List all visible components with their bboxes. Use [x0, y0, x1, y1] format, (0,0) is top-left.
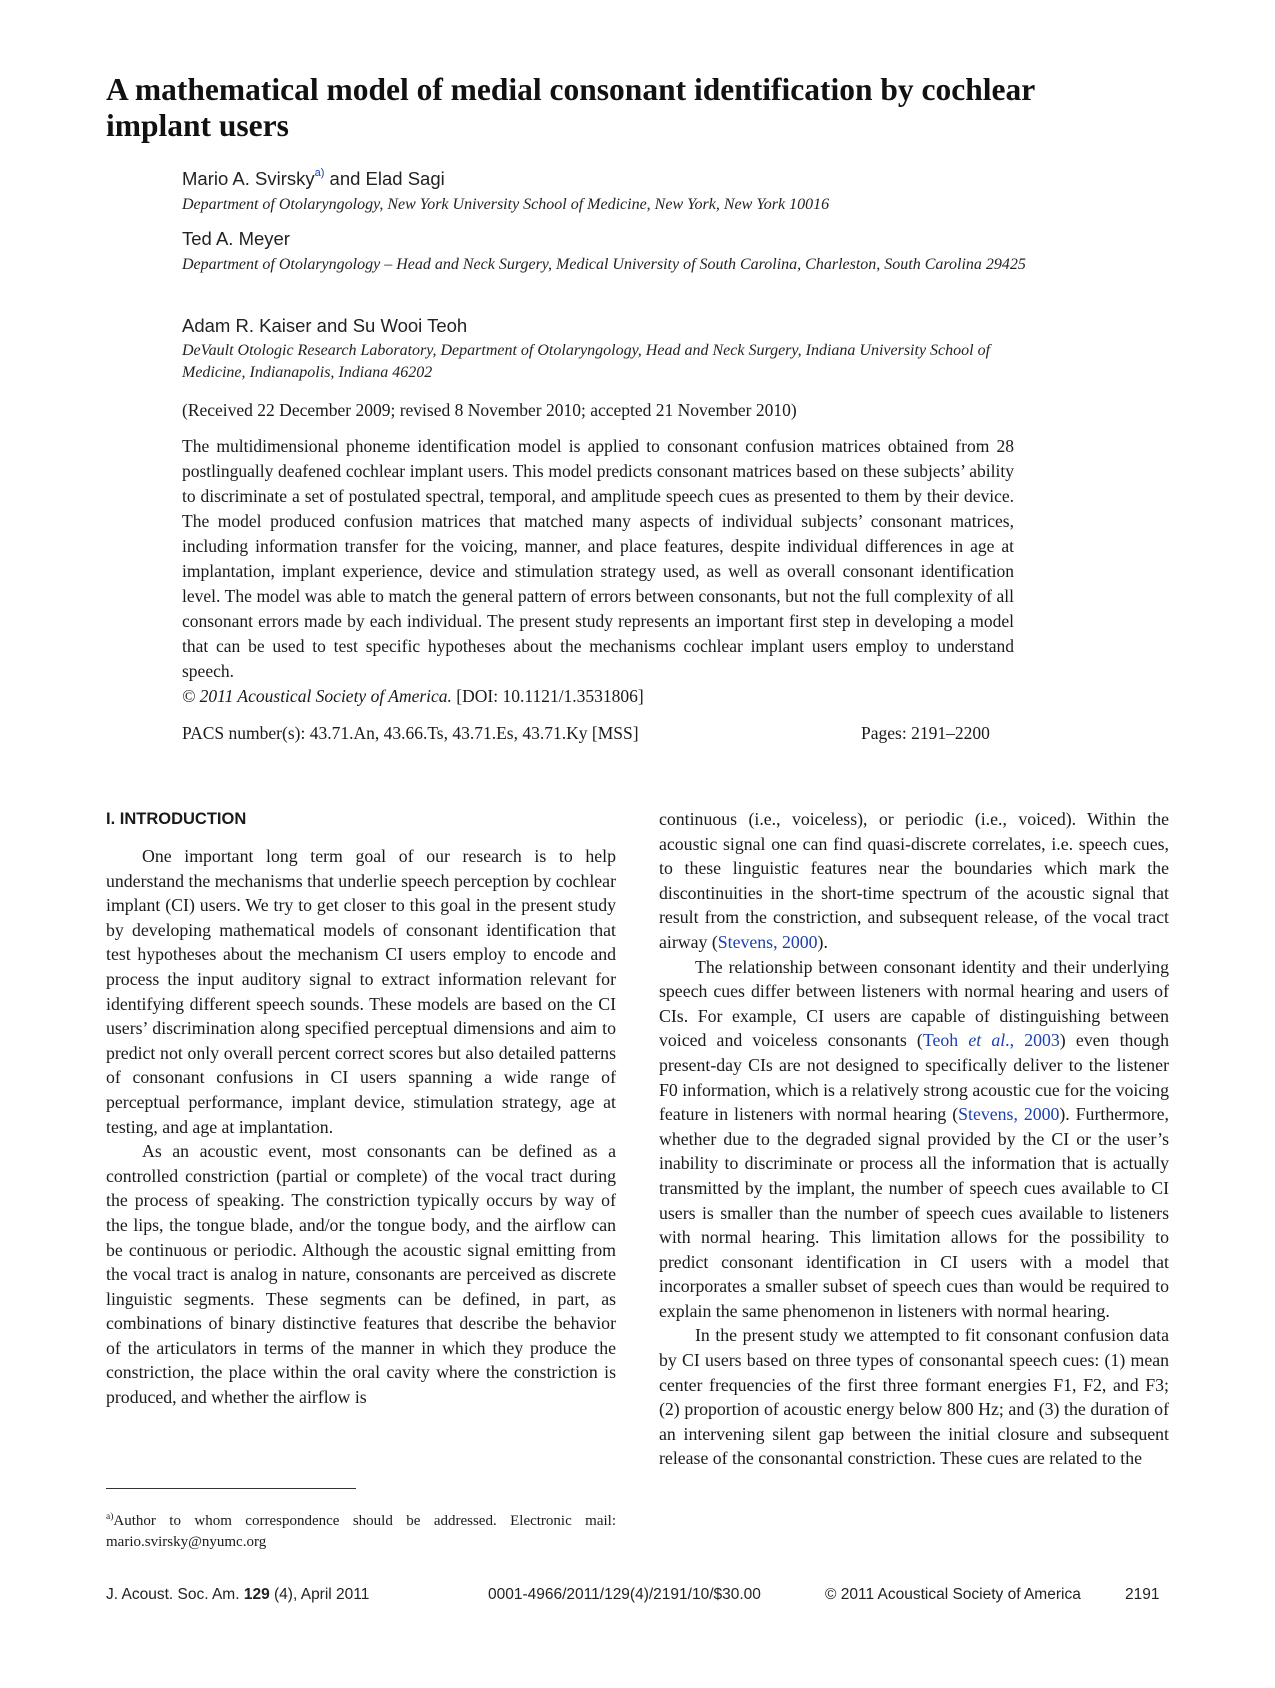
- author-line-3: [182, 315, 467, 337]
- journal-name: J. Acoust. Soc. Am.: [106, 1586, 244, 1603]
- page-number: 2191: [1125, 1586, 1160, 1603]
- author-names: Mario A. Svirsky: [182, 168, 315, 189]
- footnote-divider: [106, 1488, 356, 1489]
- received-dates: (Received 22 December 2009; revised 8 November 2010; accepted 21 November 2010): [182, 400, 797, 420]
- footnote-marker-link[interactable]: a): [314, 166, 325, 179]
- affiliation-2: Department of Otolaryngology – Head and Neck Surgery, Medical University of South Carolina, Charleston, South Carolina 29425: [182, 256, 1026, 273]
- article-code: 0001-4966/2011/129(4)/2191/10/$30.00: [488, 1586, 761, 1603]
- citation-link[interactable]: Stevens, 2000: [958, 1104, 1060, 1125]
- copyright-doi: [182, 686, 644, 707]
- citation-link[interactable]: [923, 1030, 1060, 1050]
- text-run: ). Furthermore, whether due to the degraded signal provided by the CI or the user’s inability to discriminate or process all the information that is actually transmitted by the implant, the number of speech cues available to CI users is smaller than the number of speech cues available to listeners with normal hearing. This limitation allows for the possibility to predict consonant identification in CI users with a model that incorporates a smaller subset of speech cues than would be required to explain the same phenomenon in listeners with normal hearing.: [659, 1104, 1169, 1321]
- journal-volume: 129: [243, 1586, 270, 1603]
- author-line-1: [182, 168, 445, 190]
- journal-citation: [106, 1586, 369, 1604]
- section-heading: I. INTRODUCTION: [106, 810, 247, 828]
- copyright-prefix: © 2011 Acoustical Society of America.: [182, 686, 452, 706]
- pacs-numbers: PACS number(s): 43.71.An, 43.66.Ts, 43.71.Es, 43.71.Ky [MSS]: [182, 723, 639, 743]
- text-run: continuous (i.e., voiceless), or periodic (i.e., voiced). Within the acoustic signal one can find quasi-discrete correlates, i.e. speech cues, to these linguistic features near the boundaries which mark the discontinuities in the short-time spectrum of the acoustic signal that result from the constriction, and subsequent release, of the vocal tract airway (: [659, 809, 1169, 952]
- paragraph: In the present study we attempted to fit consonant confusion data by CI users based on three types of consonantal speech cues: (1) mean center frequencies of the first three formant energies F1, F2, and F3; (2) proportion of acoustic energy below 800 Hz; and (3) the duration of an intervening silent gap between the initial closure and subsequent release of the consonantal constriction. These cues are related to the: [659, 1325, 1169, 1469]
- citation-link[interactable]: Stevens, 2000: [717, 931, 818, 952]
- text-run: The relationship between consonant identity and their underlying speech cues differ between listeners with normal hearing and users of CIs. For example, CI users are capable of distinguishing between voiced and voiceless consonants (: [659, 956, 1169, 1051]
- paragraph: [659, 955, 1169, 1324]
- page-range: Pages: 2191–2200: [861, 723, 990, 743]
- paragraph: [659, 807, 1169, 955]
- journal-issue: (4), April 2011: [269, 1586, 370, 1603]
- text-run: ).: [817, 931, 828, 952]
- paper-title: A mathematical model of medial consonant identification by cochlear implant users: [106, 72, 1035, 143]
- footnote: [106, 1507, 616, 1553]
- affiliation-3: DeVault Otologic Research Laboratory, Department of Otolaryngology, Head and Neck Surgery, Indiana University School of Medicine, Indianapolis, Indiana 46202: [182, 342, 991, 381]
- author-names: Ted A. Meyer: [182, 228, 290, 249]
- author-line-2: [182, 228, 290, 250]
- footnote-marker: a): [106, 1512, 114, 1522]
- citation-etal: et al: [968, 1030, 1006, 1051]
- affiliation-1: Department of Otolaryngology, New York University School of Medicine, New York, New York 10016: [182, 196, 830, 213]
- footer-copyright: © 2011 Acoustical Society of America: [825, 1586, 1081, 1603]
- paragraph: One important long term goal of our research is to help understand the mechanisms that underlie speech perception by cochlear implant (CI) users. We try to get closer to this goal in the present study by developing mathematical models of consonant identification that test hypotheses about the mechanism CI users employ to encode and process the input auditory signal to extract information relevant for identifying different speech sounds. These models are based on the CI users’ discrimination along specified perceptual dimensions and aim to predict not only overall percent correct scores but also detailed patterns of consonant confusions in CI users spanning a wide range of perceptual performance, implant device, stimulation strategy, age at testing, and age at implantation.: [106, 846, 616, 1137]
- citation-year: ., 2003: [1005, 1030, 1060, 1051]
- text-run: ) even though present-day CIs are not designed to specifically deliver to the listener F0 information, which is a relatively strong acoustic cue for the voicing feature in listeners with normal hearing (: [659, 1030, 1170, 1125]
- footnote-text: Author to whom correspondence should be addressed. Electronic mail: mario.svirsky@nyumc.org: [106, 1513, 616, 1550]
- left-column: [106, 844, 616, 1410]
- doi: [DOI: 10.1121/1.3531806]: [451, 686, 644, 706]
- abstract: The multidimensional phoneme identification model is applied to consonant confusion matrices obtained from 28 postlingually deafened cochlear implant users. This model predicts consonant matrices based on these subjects’ ability to discriminate a set of postulated spectral, temporal, and amplitude speech cues as presented to them by their device. The model produced confusion matrices that matched many aspects of individual subjects’ consonant matrices, including information transfer for the voicing, manner, and place features, despite individual differences in age at implantation, implant experience, device and stimulation strategy used, as well as overall consonant identification level. The model was able to match the general pattern of errors between consonants, but not the full complexity of all consonant errors made by each individual. The present study represents an important first step in developing a model that can be used to test specific hypotheses about the mechanisms cochlear implant users employ to understand speech.: [182, 436, 1014, 681]
- citation-author: Teoh: [922, 1030, 969, 1051]
- author-names: Adam R. Kaiser and Su Wooi Teoh: [182, 315, 468, 336]
- author-names-continued: and Elad Sagi: [324, 168, 445, 189]
- paragraph: As an acoustic event, most consonants can be defined as a controlled constriction (partial or complete) of the vocal tract during the process of speaking. The constriction typically occurs by way of the lips, the tongue blade, and/or the tongue body, and the airflow can be continuous or periodic. Although the acoustic signal emitting from the vocal tract is analog in nature, consonants are perceived as discrete linguistic segments. These segments can be defined, in part, as combinations of binary distinctive features that describe the behavior of the articulators in terms of the manner in which they produce the constriction, the place within the oral cavity where the constriction is produced, and whether the airflow is: [106, 1141, 616, 1408]
- right-column: [659, 807, 1169, 1471]
